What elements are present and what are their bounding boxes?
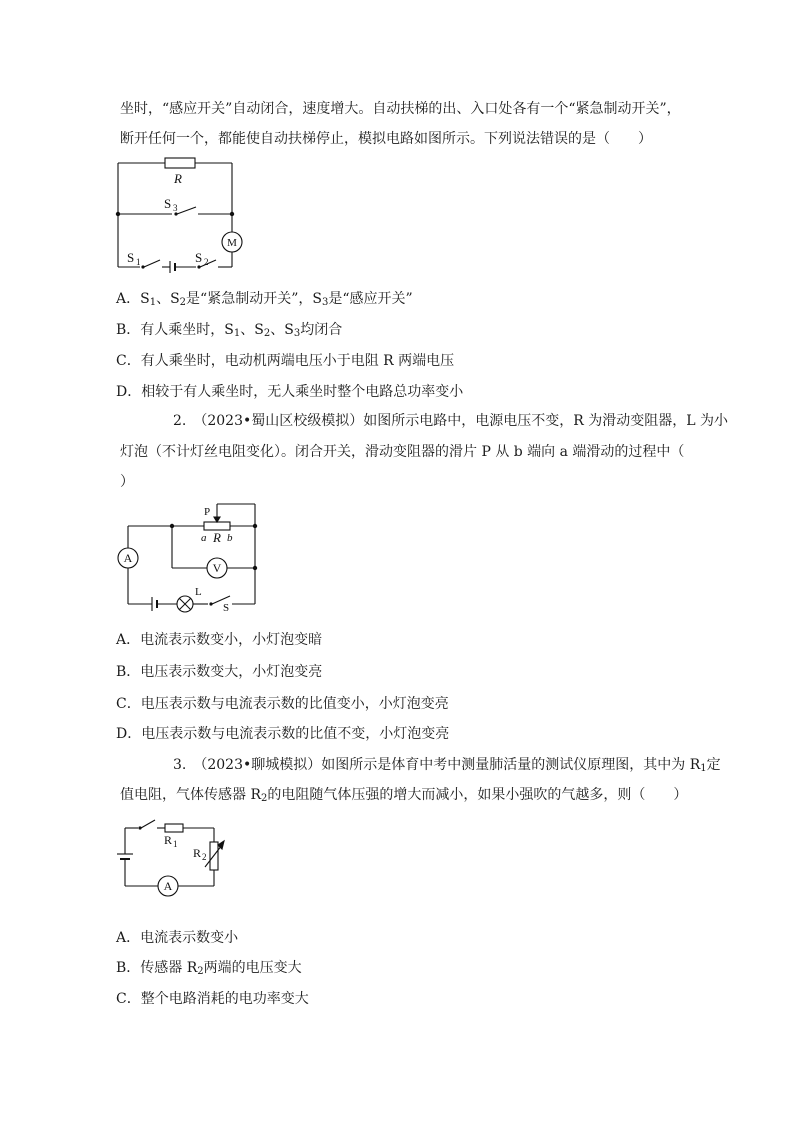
q2-option-b[interactable]: B．电压表示数变大，小灯泡变亮 (116, 664, 323, 680)
q3-option-b[interactable]: B．传感器 $R_2$两端的电压变大 (116, 960, 302, 977)
q1-label-s1-sub: 1 (136, 257, 141, 267)
q2-label-b: b (227, 532, 233, 544)
q2-label-l: L (195, 586, 202, 598)
q1-label-s2: S (195, 250, 203, 265)
q2-voltmeter-label: V (212, 561, 222, 575)
q2-stem-line1: 2. （2023•蜀山区校级模拟）如图所示电路中，电源电压不变，R 为滑动变阻器，L 为小 (173, 413, 728, 429)
q1-option-c[interactable]: C．有人乘坐时，电动机两端电压小于电阻 R 两端电压 (116, 353, 455, 369)
q1-label-s2-sub: 2 (204, 257, 209, 267)
q3-label-r1: R (164, 833, 173, 847)
q2-label-s: S (223, 602, 230, 614)
q3-circuit-diagram (110, 812, 240, 904)
q2-label-r: R (213, 530, 221, 545)
q2-circuit-diagram (110, 500, 270, 612)
q1-label-r: R (174, 171, 182, 186)
q1-label-s1: S (127, 250, 135, 265)
q3-stem-line1: 3. （2023•聊城模拟）如图所示是体育中考中测量肺活量的测试仪原理图，其中为 $R_1$定 (173, 757, 721, 774)
q2-stem-line2: 灯泡（不计灯丝电阻变化）。闭合开关，滑动变阻器的滑片 P 从 b 端向 a 端滑动的过程中（ (120, 444, 685, 460)
q3-stem-line2: 值电阻，气体传感器 $R_2$的电阻随气体压强的增大而减小，如果小强吹的气越多，则（ ） (120, 787, 688, 804)
q1-circuit-diagram (100, 150, 260, 276)
q1-stem-line2: 断开任何一个，都能使自动扶梯停止，模拟电路如图所示。下列说法错误的是（ ） (120, 131, 652, 147)
q2-label-a: a (201, 532, 207, 544)
q1-option-d[interactable]: D．相较于有人乘坐时，无人乘坐时整个电路总功率变小 (116, 384, 464, 400)
q3-label-r2-sub: 2 (202, 852, 207, 862)
q1-stem-line1: 坐时，“感应开关”自动闭合，速度增大。自动扶梯的出、入口处各有一个“紧急制动开关”， (120, 101, 681, 117)
q1-motor-label: M (227, 237, 237, 249)
q1-label-s3-sub: 3 (173, 203, 178, 213)
q3-option-c[interactable]: C．整个电路消耗的电功率变大 (116, 991, 309, 1007)
q2-stem-line3: ） (120, 474, 134, 490)
q2-ammeter-label: A (123, 551, 133, 565)
q1-option-b[interactable]: B．有人乘坐时，$S_1$、$S_2$、$S_3$均闭合 (116, 322, 343, 339)
q3-label-r1-sub: 1 (173, 839, 178, 849)
q3-ammeter-label: A (163, 879, 173, 893)
q2-label-p: P (204, 506, 211, 518)
q2-option-d[interactable]: D．电压表示数与电流表示数的比值不变，小灯泡变亮 (116, 726, 450, 742)
q1-option-a[interactable]: A．$S_1$、$S_2$是“紧急制动开关”，$S_3$是“感应开关” (116, 291, 413, 308)
q1-label-s3: S (164, 196, 172, 211)
q2-option-c[interactable]: C．电压表示数与电流表示数的比值变小，小灯泡变亮 (116, 696, 449, 712)
q3-label-r2: R (193, 846, 202, 860)
q2-option-a[interactable]: A．电流表示数变小，小灯泡变暗 (116, 632, 323, 648)
q3-option-a[interactable]: A．电流表示数变小 (116, 930, 239, 946)
